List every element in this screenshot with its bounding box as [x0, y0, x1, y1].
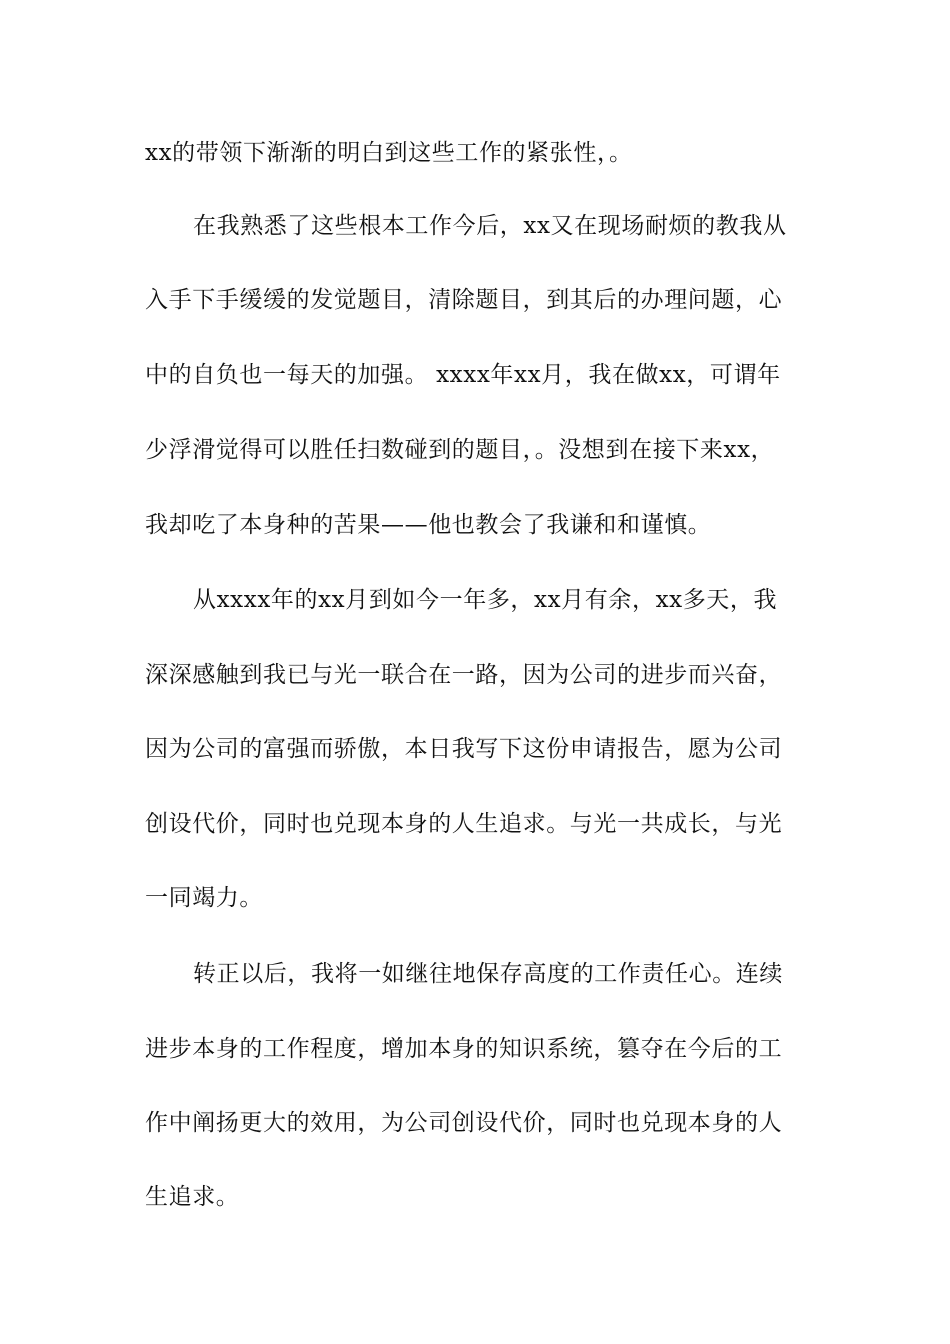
text-line: 作中阐扬更大的效用，为公司创设代价，同时也兑现本身的人: [145, 1110, 783, 1136]
text-line: 创设代价，同时也兑现本身的人生追求。与光一共成长，与光: [145, 811, 783, 837]
paragraph-start-line: 从xxxx年的xx月到如今一年多，xx月有余，xx多天，我: [193, 587, 778, 613]
text-line: 少浮滑觉得可以胜任扫数碰到的题目，。没想到在接下来xx，: [145, 437, 775, 463]
text-line: xx的带领下渐渐的明白到这些工作的紧张性，。: [145, 140, 633, 166]
text-line: 因为公司的富强而骄傲，本日我写下这份申请报告，愿为公司: [145, 736, 783, 762]
text-line: 中的自负也一每天的加强。 xxxx年xx月，我在做xx，可谓年: [145, 362, 781, 388]
text-line: 深深感触到我已与光一联合在一路，因为公司的进步而兴奋，: [145, 662, 783, 688]
paragraph-start-line: 在我熟悉了这些根本工作今后，xx又在现场耐烦的教我从: [193, 213, 787, 239]
text-line: 生追求。: [145, 1184, 240, 1210]
text-line: 进步本身的工作程度，增加本身的知识系统，篡夺在今后的工: [145, 1036, 783, 1062]
text-line: 我却吃了本身种的苦果——他也教会了我谦和和谨慎。: [145, 512, 712, 538]
text-line: 一同竭力。: [145, 885, 263, 911]
paragraph-start-line: 转正以后，我将一如继往地保存高度的工作责任心。连续: [193, 961, 783, 987]
text-line: 入手下手缓缓的发觉题目，清除题目，到其后的办理问题，心: [145, 287, 783, 313]
